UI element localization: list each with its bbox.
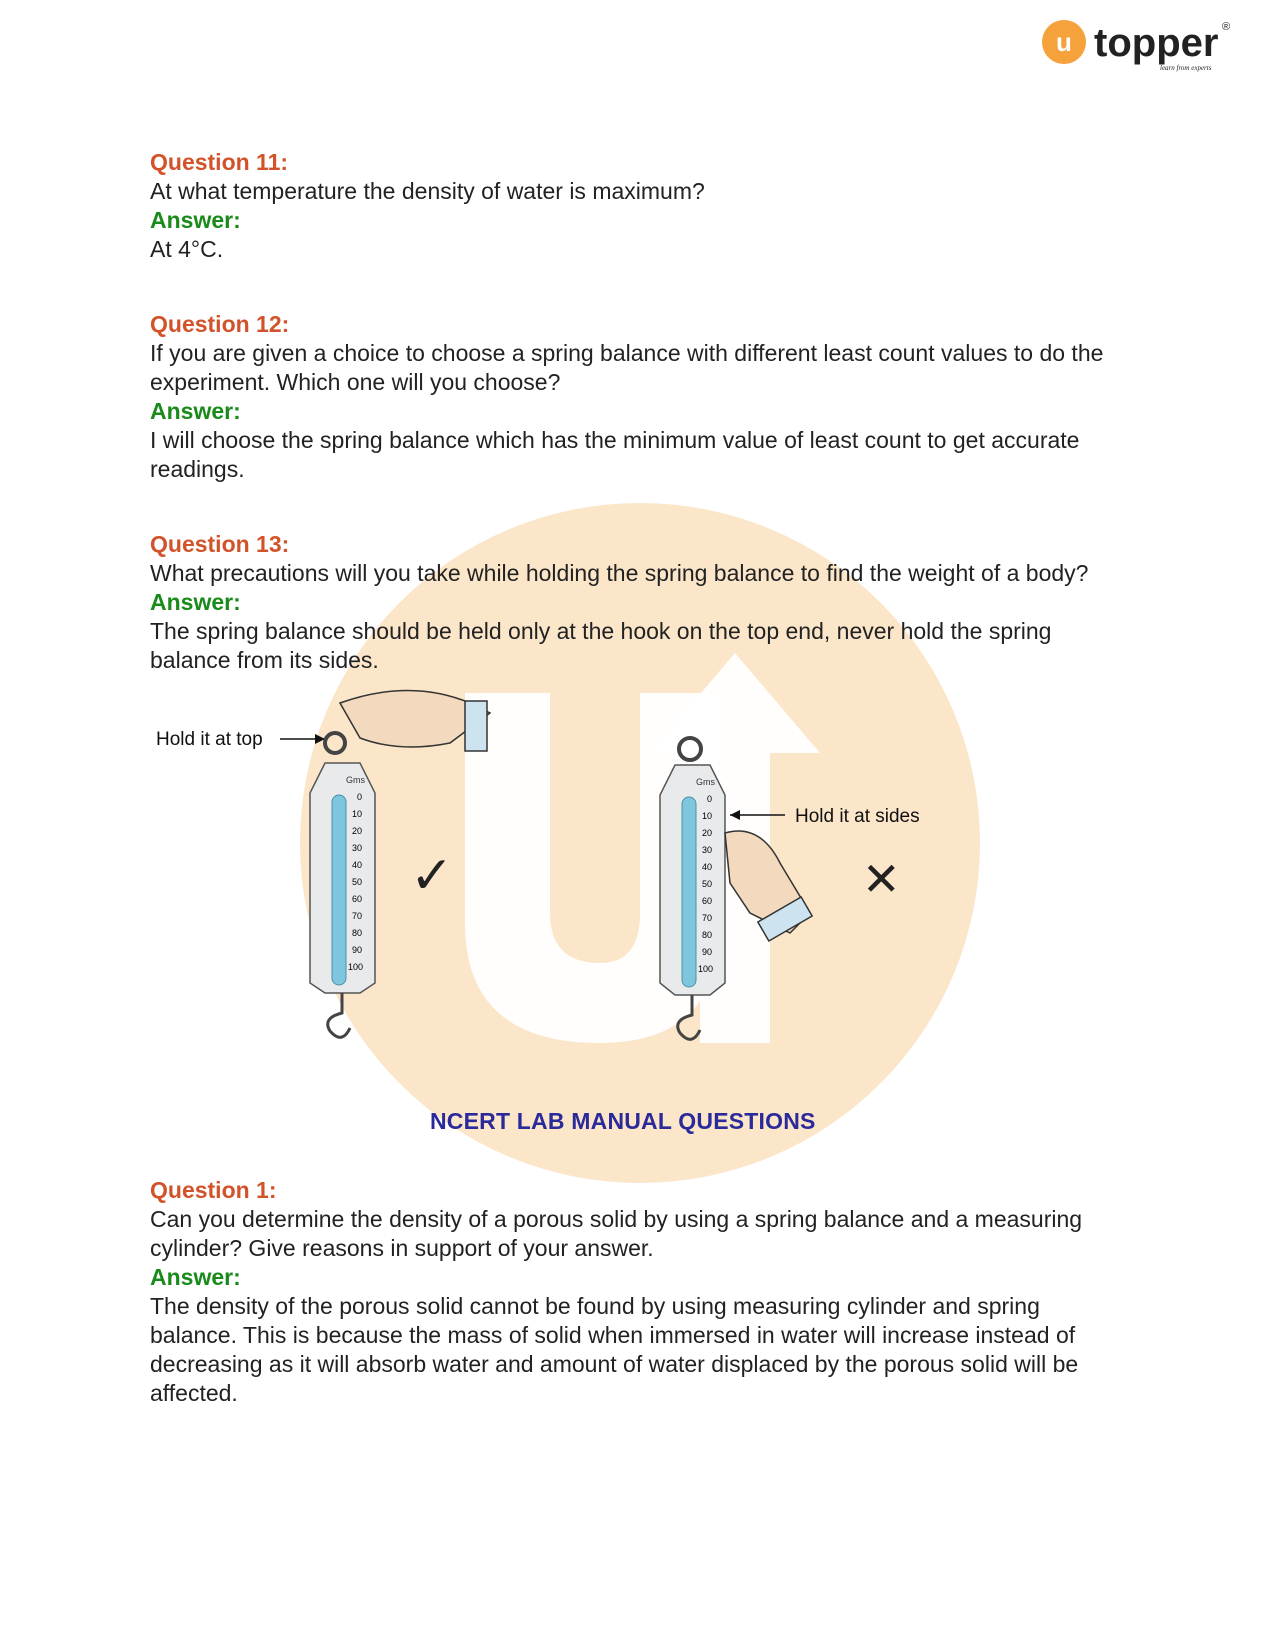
svg-text:80: 80 — [352, 928, 363, 938]
lab-question-1-block — [150, 1176, 1130, 1408]
svg-text:0: 0 — [357, 792, 363, 802]
answer-heading: Answer: — [150, 589, 241, 615]
question-text: If you are given a choice to choose a spring balance with different least count values to do the experiment. Which one will you choose? — [150, 340, 1104, 395]
question-text: What precautions will you take while holding the spring balance to find the weight of a body? — [150, 560, 1089, 586]
svg-text:10: 10 — [702, 811, 713, 821]
question-text: At what temperature the density of water is maximum? — [150, 178, 705, 204]
answer-text: At 4°C. — [150, 236, 224, 262]
svg-text:40: 40 — [702, 862, 713, 872]
svg-text:90: 90 — [352, 945, 363, 955]
svg-text:20: 20 — [352, 826, 363, 836]
svg-text:50: 50 — [352, 877, 363, 887]
svg-text:100: 100 — [698, 964, 714, 974]
label-hold-at-top: Hold it at top — [156, 729, 263, 750]
question-12-block — [150, 310, 1130, 484]
top-ring-icon — [325, 733, 345, 753]
answer-heading: Answer: — [150, 207, 241, 233]
main-content — [150, 148, 1130, 1053]
question-11-block — [150, 148, 1130, 264]
svg-text:100: 100 — [348, 962, 364, 972]
svg-text:30: 30 — [702, 845, 713, 855]
question-text: Can you determine the density of a porous solid by using a spring balance and a measuring cylinder? Give reasons in support of your answer. — [150, 1206, 1083, 1261]
wrong-mark-icon: ✕ — [862, 853, 901, 905]
svg-text:60: 60 — [352, 894, 363, 904]
question-heading: Question 1: — [150, 1177, 277, 1203]
svg-text:20: 20 — [702, 828, 713, 838]
bottom-hook-icon — [328, 993, 350, 1037]
scale-unit-left: Gms — [346, 775, 365, 785]
logo-badge-letter: u — [1056, 27, 1072, 57]
bottom-hook-icon — [678, 995, 700, 1039]
answer-heading: Answer: — [150, 398, 241, 424]
topper-logo — [1040, 18, 1240, 78]
label-hold-at-sides: Hold it at sides — [795, 806, 920, 827]
scale-unit-right: Gms — [696, 777, 715, 787]
section-title: NCERT LAB MANUAL QUESTIONS — [430, 1108, 816, 1134]
svg-text:70: 70 — [352, 911, 363, 921]
svg-text:50: 50 — [702, 879, 713, 889]
answer-text: The spring balance should be held only at the hook on the top end, never hold the spring balance from its sides. — [150, 618, 1052, 673]
svg-text:60: 60 — [702, 896, 713, 906]
svg-text:80: 80 — [702, 930, 713, 940]
answer-heading: Answer: — [150, 1264, 241, 1290]
svg-text:40: 40 — [352, 860, 363, 870]
logo-registered-mark: ® — [1222, 21, 1231, 33]
svg-text:10: 10 — [352, 809, 363, 819]
svg-text:30: 30 — [352, 843, 363, 853]
spring-balance-figure — [150, 683, 980, 1053]
question-heading: Question 12: — [150, 311, 290, 337]
svg-text:0: 0 — [707, 794, 713, 804]
logo-wordmark: topper — [1094, 21, 1219, 65]
svg-text:90: 90 — [702, 947, 713, 957]
svg-text:70: 70 — [702, 913, 713, 923]
question-heading: Question 11: — [150, 149, 289, 175]
correct-mark-icon: ✓ — [410, 847, 454, 905]
answer-text: The density of the porous solid cannot be found by using measuring cylinder and spring balance. This is because the mass of solid when immersed in water will increase instead of decreasing as it will absorb water and amount of water displaced by the porous solid will be affected. — [150, 1293, 1079, 1406]
answer-text: I will choose the spring balance which has the minimum value of least count to get accurate readings. — [150, 427, 1080, 482]
logo-tagline: learn from experts — [1160, 64, 1212, 72]
question-13-block — [150, 530, 1130, 675]
question-heading: Question 13: — [150, 531, 290, 557]
top-ring-icon — [679, 738, 701, 760]
